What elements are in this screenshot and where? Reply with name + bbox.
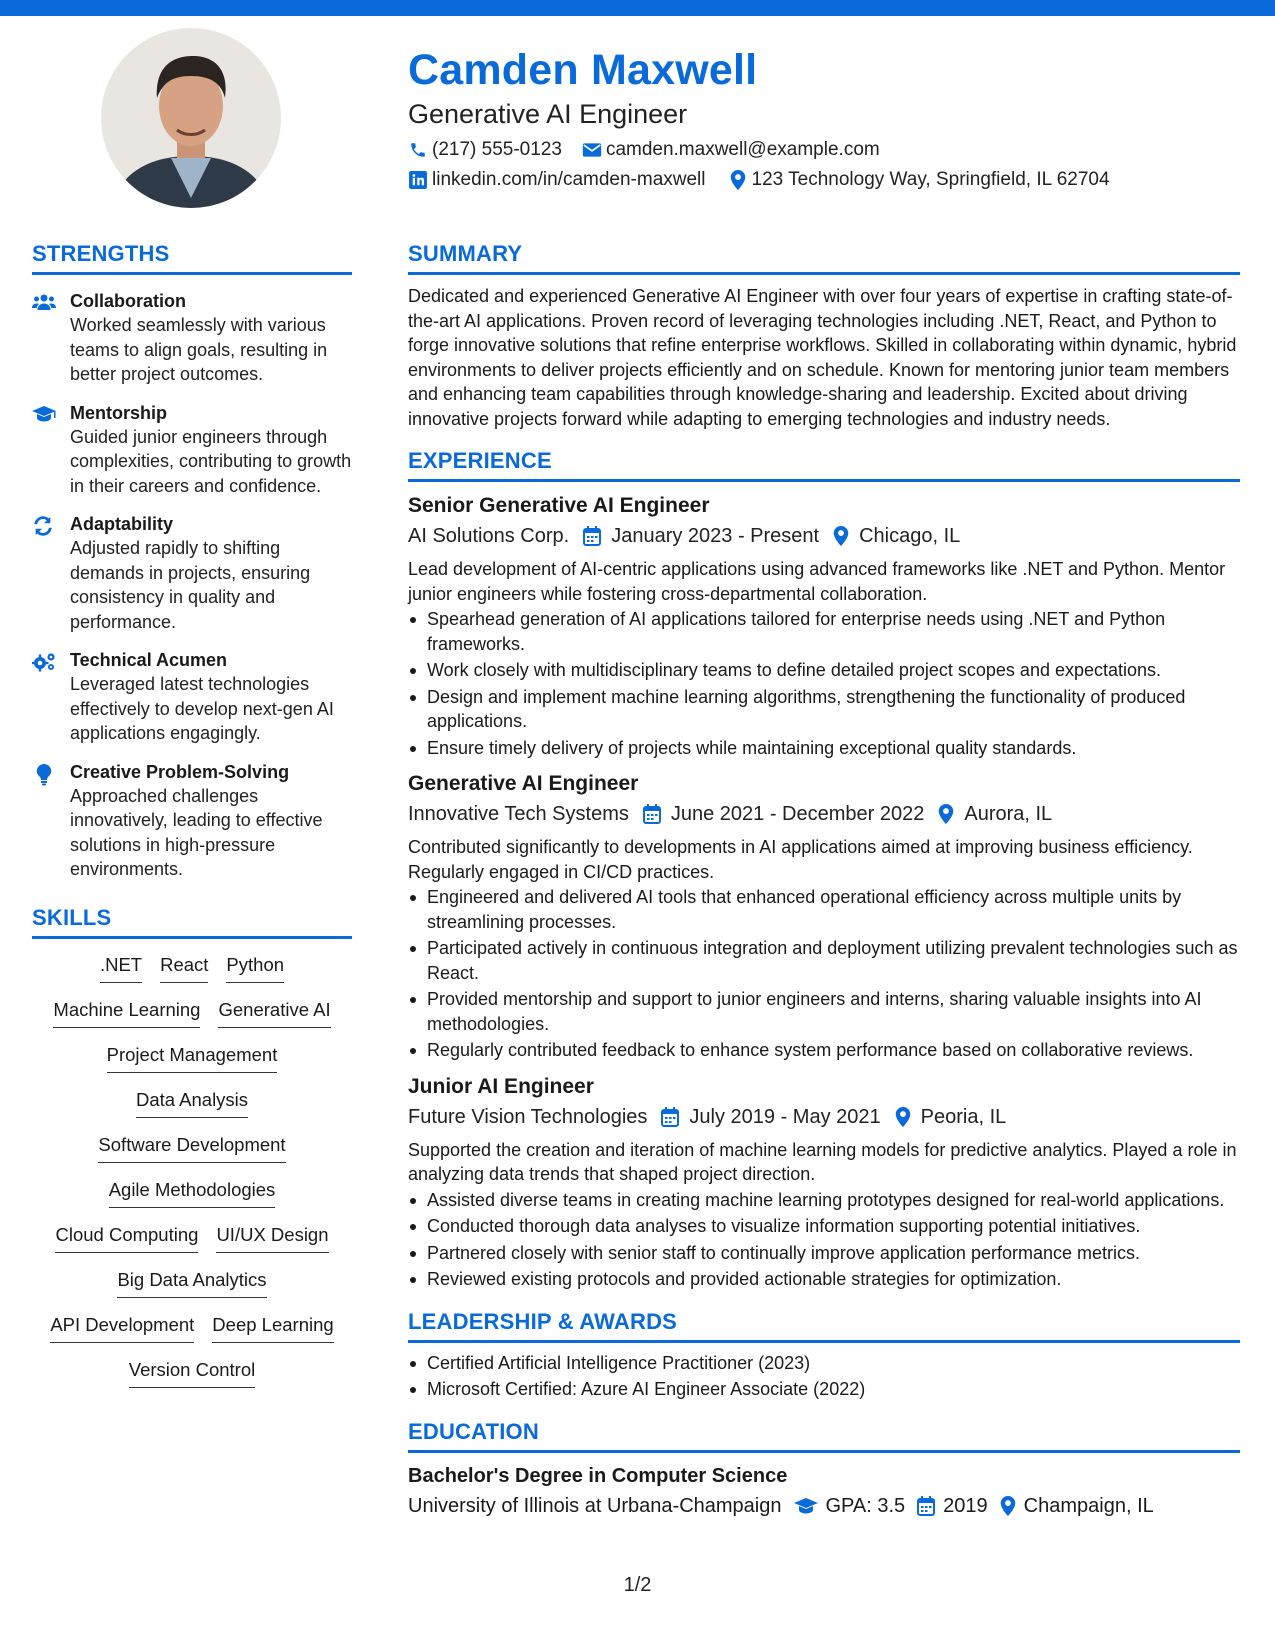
job-title: Senior Generative AI Engineer bbox=[408, 494, 710, 517]
strength-title: Adaptability bbox=[70, 514, 174, 534]
map-pin-icon bbox=[1000, 1496, 1016, 1516]
calendar-icon bbox=[583, 526, 601, 546]
job-location: Chicago, IL bbox=[859, 525, 961, 547]
strength-item bbox=[32, 648, 352, 746]
graduation-cap-icon bbox=[32, 401, 70, 499]
strength-title: Creative Problem-Solving bbox=[70, 761, 290, 782]
education-location: Champaign, IL bbox=[1023, 1494, 1154, 1517]
job-description: Contributed significantly to developments in AI applications aimed at improving business efficiency. Regularly engaged in CI/CD practices. bbox=[408, 837, 1193, 882]
skill-row bbox=[32, 1358, 352, 1403]
strength-desc: Guided junior engineers through complexities, contributing to growth in their careers and confidence. bbox=[70, 426, 352, 496]
job-location: Peoria, IL bbox=[920, 1105, 1007, 1128]
awards-heading: LEADERSHIP & AWARDS bbox=[408, 1308, 1240, 1343]
education-year: 2019 bbox=[943, 1494, 988, 1517]
skill-row bbox=[32, 1043, 352, 1088]
skill-row bbox=[32, 1133, 352, 1178]
map-pin-icon bbox=[895, 1107, 911, 1127]
skill-tag: Generative AI bbox=[218, 998, 330, 1028]
skill-tag: .NET bbox=[100, 953, 142, 983]
strength-item bbox=[32, 512, 352, 634]
experience-heading: EXPERIENCE bbox=[408, 447, 1240, 482]
users-icon bbox=[32, 289, 70, 387]
skill-tag: UI/UX Design bbox=[216, 1223, 328, 1253]
job-bullet: Design and implement machine learning algorithms, strengthening the functionality of produced applications. bbox=[408, 685, 1240, 734]
skill-tag: Cloud Computing bbox=[55, 1223, 198, 1253]
award-item: Certified Artificial Intelligence Practitioner (2023) bbox=[408, 1351, 1240, 1376]
skill-row bbox=[32, 1178, 352, 1223]
education-heading: EDUCATION bbox=[408, 1418, 1240, 1453]
job-bullet: Partnered closely with senior staff to continually improve application performance metrics. bbox=[408, 1241, 1240, 1266]
strength-desc: Worked seamlessly with various teams to align goals, resulting in better project outcomes. bbox=[70, 315, 328, 384]
job-dates: July 2019 - May 2021 bbox=[689, 1105, 881, 1128]
candidate-name: Camden Maxwell bbox=[408, 46, 758, 94]
education-meta bbox=[408, 1493, 1240, 1519]
skill-row bbox=[32, 998, 352, 1043]
skills-list bbox=[32, 953, 352, 1403]
strength-desc: Approached challenges innovatively, leading to effective solutions in high-pressure environments. bbox=[70, 785, 323, 879]
job-dates: June 2021 - December 2022 bbox=[670, 803, 925, 825]
contact-row-2 bbox=[408, 168, 1238, 192]
skill-tag: Python bbox=[226, 953, 284, 983]
job-title: Junior AI Engineer bbox=[408, 1074, 594, 1098]
linkedin-contact[interactable] bbox=[408, 169, 706, 191]
job-bullet: Engineered and delivered AI tools that enhanced operational efficiency across multiple units by streamlining processes. bbox=[408, 885, 1240, 934]
job-bullet: Conducted thorough data analyses to visualize information supporting potential initiatives. bbox=[408, 1214, 1240, 1239]
job-bullet: Reviewed existing protocols and provided actionable strategies for optimization. bbox=[408, 1267, 1240, 1292]
job-bullet: Regularly contributed feedback to enhance system performance based on collaborative reviews. bbox=[408, 1038, 1240, 1063]
lightbulb-icon bbox=[32, 760, 70, 882]
strength-item bbox=[32, 401, 352, 499]
award-item: Microsoft Certified: Azure AI Engineer Associate (2022) bbox=[408, 1377, 1240, 1402]
skill-tag: Big Data Analytics bbox=[117, 1268, 266, 1298]
contact-row-1 bbox=[408, 138, 1238, 162]
graduation-cap-icon bbox=[794, 1497, 818, 1515]
strength-item bbox=[32, 289, 352, 387]
job-entry bbox=[408, 1073, 1240, 1292]
email-contact[interactable] bbox=[582, 139, 880, 161]
candidate-title: Generative AI Engineer bbox=[408, 99, 688, 129]
gears-icon bbox=[32, 648, 70, 746]
job-bullets bbox=[408, 607, 1240, 760]
job-entry bbox=[408, 770, 1240, 1063]
job-bullet: Participated actively in continuous integration and deployment utilizing prevalent technologies such as React. bbox=[408, 936, 1240, 985]
strength-title: Technical Acumen bbox=[70, 650, 228, 670]
job-meta bbox=[408, 801, 1240, 827]
summary-heading: SUMMARY bbox=[408, 240, 1240, 275]
job-bullet: Spearhead generation of AI applications tailored for enterprise needs using .NET and Python frameworks. bbox=[408, 607, 1240, 656]
address-contact bbox=[728, 169, 1110, 191]
strength-title: Collaboration bbox=[70, 291, 186, 311]
strength-item bbox=[32, 760, 352, 882]
phone-icon bbox=[408, 140, 428, 160]
skill-row bbox=[32, 1268, 352, 1313]
skill-tag: Version Control bbox=[129, 1358, 255, 1388]
job-description: Lead development of AI-centric applications using advanced frameworks like .NET and Python. Mentor junior engineers while fostering cross-departmental collaboration. bbox=[408, 559, 1226, 604]
experience-list bbox=[408, 492, 1240, 1292]
calendar-icon bbox=[643, 804, 661, 824]
job-bullet: Work closely with multidisciplinary teams to define detailed project scopes and expectations. bbox=[408, 658, 1240, 683]
awards-list bbox=[408, 1351, 1240, 1402]
skill-row bbox=[32, 1223, 352, 1268]
job-company: Future Vision Technologies bbox=[408, 1105, 648, 1128]
top-accent-bar bbox=[0, 0, 1275, 16]
education-gpa: GPA: 3.5 bbox=[825, 1494, 906, 1517]
skill-tag: Deep Learning bbox=[212, 1313, 333, 1343]
strengths-heading: STRENGTHS bbox=[32, 240, 352, 275]
job-location: Aurora, IL bbox=[964, 803, 1053, 825]
job-entry bbox=[408, 492, 1240, 760]
job-title: Generative AI Engineer bbox=[408, 772, 639, 795]
job-bullet: Assisted diverse teams in creating machine learning prototypes designed for real-world applications. bbox=[408, 1188, 1240, 1213]
strength-desc: Adjusted rapidly to shifting demands in projects, ensuring consistency in quality and performance. bbox=[70, 538, 311, 632]
job-bullets bbox=[408, 885, 1240, 1063]
job-meta bbox=[408, 1104, 1240, 1130]
left-column bbox=[32, 240, 352, 1403]
skills-heading: SKILLS bbox=[32, 904, 352, 939]
skill-tag: Machine Learning bbox=[53, 998, 200, 1028]
job-bullet: Ensure timely delivery of projects while maintaining exceptional quality standards. bbox=[408, 736, 1240, 761]
skill-tag: React bbox=[160, 953, 208, 983]
summary-text: Dedicated and experienced Generative AI Engineer with over four years of expertise in crafting state-of-the-art AI applications. Proven record of leveraging technologies including .NET, React, and Python to forge innovative solutions that refine enterprise workflows. Skilled in collaborating within dynamic, hybrid environments to deliver projects efficiently and on schedule. Known for mentoring junior team members and enhancing team capabilities through knowledge-sharing and leadership. Excited about driving innovative projects forward while adapting to emerging technologies and industry needs. bbox=[408, 286, 1237, 429]
map-pin-icon bbox=[938, 804, 954, 824]
email-text[interactable]: camden.maxwell@example.com bbox=[605, 139, 880, 160]
address-text: 123 Technology Way, Springfield, IL 62704 bbox=[751, 169, 1110, 190]
job-dates: January 2023 - Present bbox=[611, 525, 820, 547]
map-pin-icon bbox=[728, 170, 748, 190]
calendar-icon bbox=[917, 1496, 935, 1516]
skill-row bbox=[32, 1088, 352, 1133]
phone-contact bbox=[408, 139, 562, 161]
job-company: AI Solutions Corp. bbox=[408, 525, 570, 547]
calendar-icon bbox=[661, 1107, 679, 1127]
job-bullets bbox=[408, 1188, 1240, 1292]
skill-tag: Software Development bbox=[98, 1133, 285, 1163]
resume-header bbox=[408, 44, 1238, 192]
right-column bbox=[408, 240, 1240, 1519]
strength-desc: Leveraged latest technologies effectively to develop next-gen AI applications engagingly. bbox=[70, 674, 334, 743]
strength-title: Mentorship bbox=[70, 402, 167, 423]
education-school: University of Illinois at Urbana-Champaign bbox=[408, 1494, 782, 1517]
skill-tag: Data Analysis bbox=[136, 1088, 248, 1118]
job-bullet: Provided mentorship and support to junior engineers and interns, sharing valuable insights into AI methodologies. bbox=[408, 987, 1240, 1036]
education-degree: Bachelor's Degree in Computer Science bbox=[408, 1464, 788, 1487]
linkedin-text[interactable]: linkedin.com/in/camden-maxwell bbox=[432, 169, 706, 190]
refresh-icon bbox=[32, 512, 70, 634]
page-number: 1/2 bbox=[623, 1574, 652, 1596]
job-meta bbox=[408, 523, 1240, 549]
skill-row bbox=[32, 1313, 352, 1358]
profile-photo bbox=[101, 28, 281, 208]
skill-tag: Agile Methodologies bbox=[109, 1178, 276, 1208]
linkedin-icon bbox=[408, 170, 428, 190]
job-company: Innovative Tech Systems bbox=[408, 803, 629, 825]
map-pin-icon bbox=[833, 526, 849, 546]
envelope-icon bbox=[582, 140, 602, 160]
skill-row bbox=[32, 953, 352, 998]
skill-tag: Project Management bbox=[107, 1043, 278, 1073]
job-description: Supported the creation and iteration of machine learning models for predictive analytics. Played a role in analyzing data trends that shaped project direction. bbox=[408, 1139, 1237, 1184]
phone-text: (217) 555-0123 bbox=[432, 139, 562, 160]
skill-tag: API Development bbox=[50, 1313, 194, 1343]
